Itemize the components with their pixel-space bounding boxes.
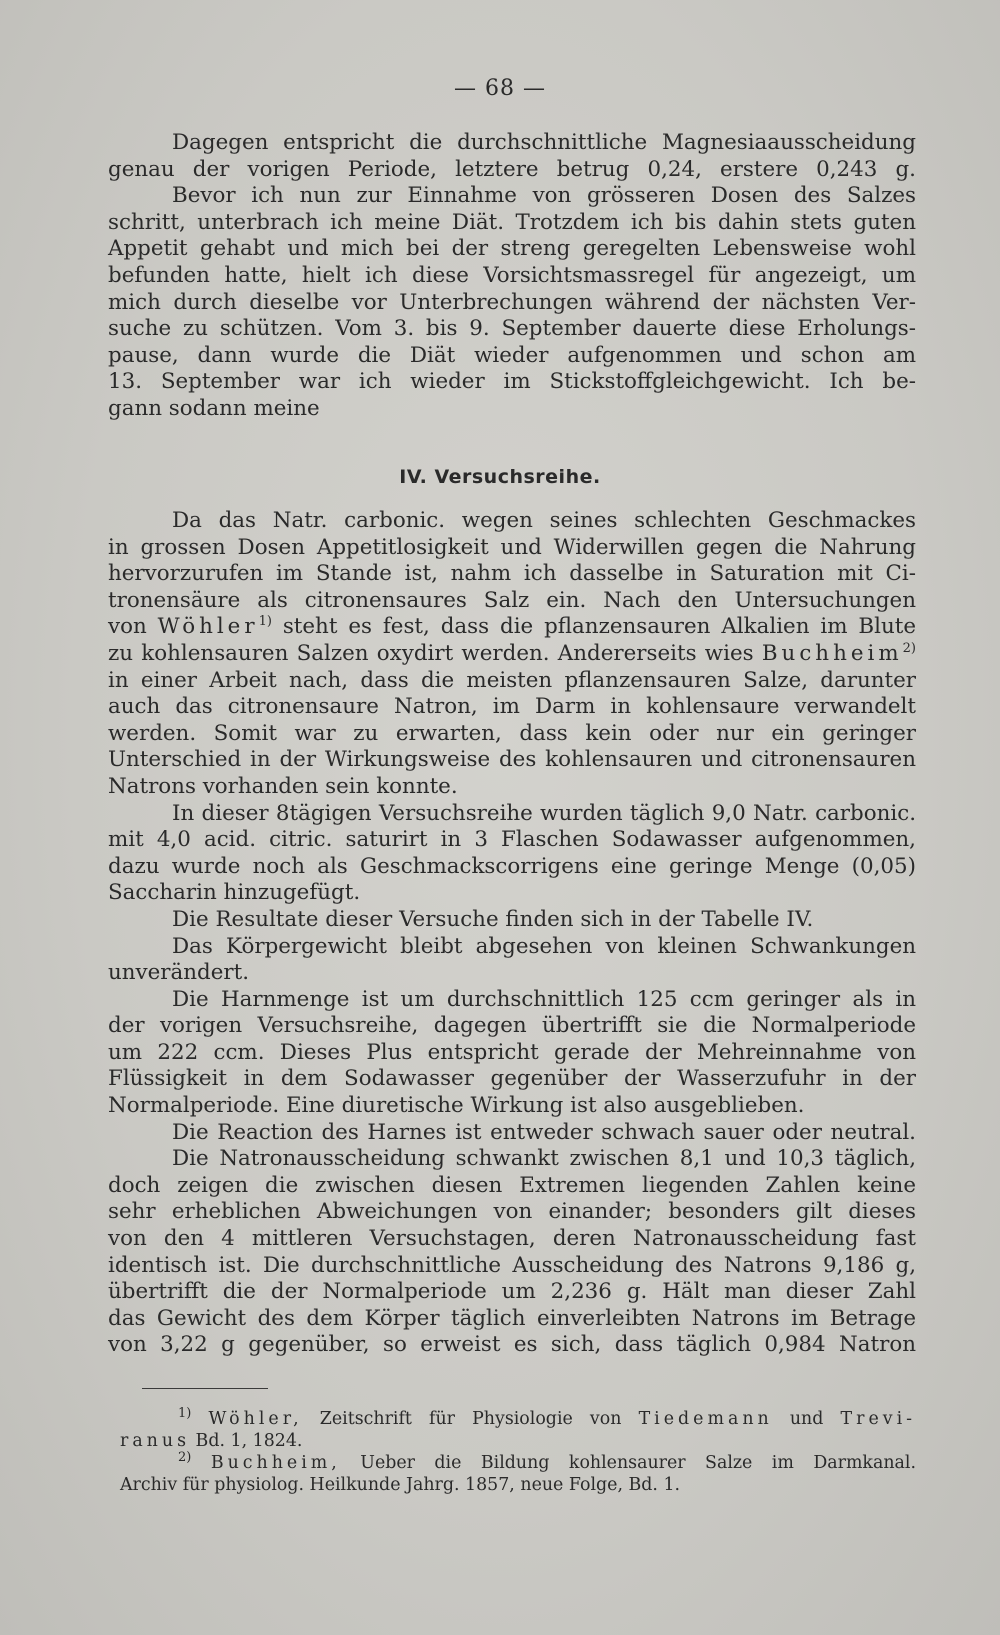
footnote-ref: 1) <box>258 614 272 630</box>
text-fragment: steht es fest, dass die pflanzensauren Alkalien im Blute <box>282 614 916 640</box>
footnote-editor: ranus <box>120 1431 191 1451</box>
footnote-2-cont: Archiv für physiolog. Heilkunde Jahrg. 1857, neue Folge, Bd. 1. <box>120 1475 681 1495</box>
text-line: von 3,22 g gegenüber, so erweist es sich, dass täglich 0,984 Natron <box>108 1332 916 1358</box>
footnote-author: Wöhler, <box>208 1409 303 1429</box>
footnote-2 <box>120 1452 916 1474</box>
text-line: dazu wurde noch als Geschmackscorrigens eine geringe Menge (0,05) <box>108 853 916 879</box>
text-line: werden. Somit war zu erwarten, dass kein oder nur ein geringer <box>108 720 916 746</box>
text-line: Da das Natr. carbonic. wegen seines schlechten Geschmackes <box>172 508 916 533</box>
text-line: Bevor ich nun zur Einnahme von grösseren Dosen des Salzes <box>172 183 916 209</box>
text-line: das Gewicht des dem Körper täglich einverleibten Natrons im Betrage <box>108 1305 916 1331</box>
footnote-mark: 2) <box>178 1450 192 1466</box>
text-line: in einer Arbeit nach, dass die meisten pflanzensauren Salze, darunter <box>108 667 916 693</box>
section-body <box>108 508 916 1359</box>
text-line: um 222 ccm. Dieses Plus entspricht gerade der Mehreinnahme von <box>108 1039 916 1065</box>
author-name: Wöhler <box>157 614 259 640</box>
footnote-editor: Trevi- <box>840 1409 917 1429</box>
text-line <box>108 641 916 668</box>
text-line: Appetit gehabt und mich bei der streng geregelten Lebensweise wohl <box>108 236 916 262</box>
text-line: unverändert. <box>108 960 250 986</box>
text-line: der vorigen Versuchsreihe, dagegen übertrifft sie die Normalperiode <box>108 1013 916 1039</box>
footnote-text: Zeitschrift für Physiologie von <box>319 1409 622 1429</box>
text-line: identisch ist. Die durchschnittliche Ausscheidung des Natrons 9,186 g, <box>108 1252 916 1278</box>
paragraph-magnesia <box>108 130 916 423</box>
section-heading: IV. Versuchsreihe. <box>399 466 601 488</box>
text-fragment: von <box>108 614 147 640</box>
text-line: 13. September war ich wieder im Stickstoffgleichgewicht. Ich be- <box>108 369 916 395</box>
text-fragment: zu kohlensauren Salzen oxydirt werden. Andererseits wies <box>108 640 754 666</box>
text-line: Unterschied in der Wirkungsweise des kohlensauren und citronensauren <box>108 747 916 773</box>
text-line: befunden hatte, hielt ich diese Vorsichtsmassregel für angezeigt, um <box>108 262 916 288</box>
footnote-mark: 1) <box>178 1406 192 1422</box>
text-line: schritt, unterbrach ich meine Diät. Trotzdem ich bis dahin stets guten <box>108 209 916 235</box>
footnote-text: Bd. 1, 1824. <box>195 1431 303 1451</box>
text-line: Die Harnmenge ist um durchschnittlich 125 ccm geringer als in <box>172 986 916 1012</box>
text-line: mit 4,0 acid. citric. saturirt in 3 Flaschen Sodawasser aufgenommen, <box>108 827 916 853</box>
footnote-divider <box>142 1388 268 1389</box>
page-number: — 68 — <box>454 76 546 101</box>
text-line: Das Körpergewicht bleibt abgesehen von kleinen Schwankungen <box>172 933 916 959</box>
text-line: sehr erheblichen Abweichungen von einander; besonders gilt dieses <box>108 1199 916 1225</box>
text-line: übertrifft die der Normalperiode um 2,236 g. Hält man dieser Zahl <box>108 1279 916 1305</box>
text-line: Saccharin hinzugefügt. <box>108 880 361 906</box>
text-line: suche zu schützen. Vom 3. bis 9. September dauerte diese Erholungs- <box>108 316 916 342</box>
text-line: In dieser 8tägigen Versuchsreihe wurden täglich 9,0 Natr. carbonic. <box>172 800 916 826</box>
text-line: Dagegen entspricht die durchschnittliche Magnesiaausscheidung <box>172 130 916 155</box>
footnote-text: Ueber die Bildung kohlensaurer Salze im Darmkanal. <box>360 1453 916 1473</box>
text-line: pause, dann wurde die Diät wieder aufgenommen und schon am <box>108 342 916 368</box>
footnotes <box>120 1408 916 1496</box>
text-line: Die Resultate dieser Versuche finden sich in der Tabelle IV. <box>172 906 814 932</box>
text-line: Flüssigkeit in dem Sodawasser gegenüber der Wasserzufuhr in der <box>108 1066 916 1092</box>
text-line: Normalperiode. Eine diuretische Wirkung ist also ausgeblieben. <box>108 1093 805 1119</box>
footnote-text: und <box>789 1409 824 1429</box>
footnote-author: Buchheim, <box>210 1453 341 1473</box>
author-name: Buchheim <box>761 640 903 666</box>
text-line: Natrons vorhanden sein konnte. <box>108 773 458 799</box>
text-line: gann sodann meine <box>108 395 320 421</box>
text-line: von den 4 mittleren Versuchstagen, deren Natronausscheidung fast <box>108 1226 916 1252</box>
text-line: in grossen Dosen Appetitlosigkeit und Widerwillen gegen die Nahrung <box>108 534 916 560</box>
text-line: Die Natronausscheidung schwankt zwischen 8,1 und 10,3 täglich, <box>172 1146 916 1172</box>
text-line: tronensäure als citronensaures Salz ein. Nach den Untersuchungen <box>108 587 916 613</box>
footnote-ref: 2) <box>902 640 916 656</box>
text-line: auch das citronensaure Natron, im Darm in kohlensaure verwandelt <box>108 694 916 720</box>
text-line: Die Reaction des Harnes ist entweder schwach sauer oder neutral. <box>172 1119 916 1145</box>
text-line: genau der vorigen Periode, letztere betrug 0,24, erstere 0,243 g. <box>108 156 916 182</box>
text-line: doch zeigen die zwischen diesen Extremen liegenden Zahlen keine <box>108 1172 916 1198</box>
footnote-1-cont <box>120 1430 916 1452</box>
footnote-editor: Tiedemann <box>638 1409 773 1429</box>
text-line: mich durch dieselbe vor Unterbrechungen während der nächsten Ver- <box>108 289 916 315</box>
text-line <box>108 614 916 641</box>
footnote-1 <box>120 1408 916 1430</box>
text-line: hervorzurufen im Stande ist, nahm ich dasselbe in Saturation mit Ci- <box>108 561 916 587</box>
